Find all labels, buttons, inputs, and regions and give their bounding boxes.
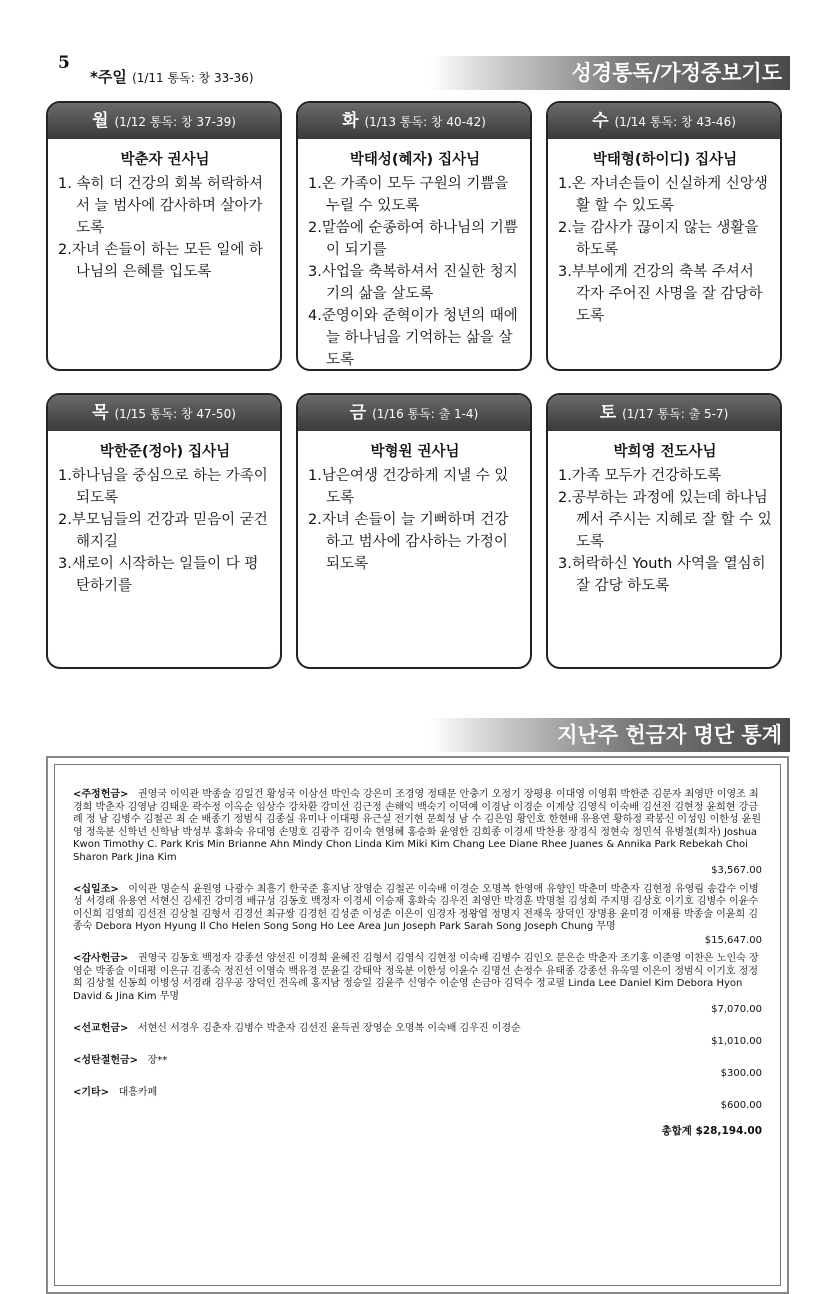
offering-category: [73, 1055, 762, 1081]
card-header: [48, 395, 280, 431]
card-person-name: 박태성(혜자) 집사님: [349, 152, 481, 168]
page-number: 5: [58, 53, 70, 73]
card-body: [548, 139, 780, 335]
offering-amount: $7,070.00: [711, 1004, 762, 1015]
card-day: 화: [342, 111, 365, 131]
card-person-name: 박형원 권사님: [370, 444, 460, 460]
prayer-item: 1. 속히 더 건강의 회복 허락하셔서 늘 범사에 감사하며 살아가도록: [58, 176, 263, 236]
prayer-item: 2.늘 감사가 끊이지 않는 생활을 하도록: [558, 220, 759, 258]
card-day: 월: [92, 111, 115, 131]
prayer-item: 4.준영이와 준혁이가 청년의 때에 늘 하나님을 기억하는 삶을 살도록: [308, 308, 518, 368]
sunday-reading-range: (1/11 통독: 창 33-36): [132, 71, 254, 85]
offering-category-label: <기타>: [73, 1086, 110, 1098]
prayer-item: 3.사업을 축복하셔서 진실한 청지기의 삶을 살도록: [308, 264, 518, 302]
card-person-name: 박한준(정아) 집사님: [99, 444, 231, 460]
prayer-item: 3.허락하신 Youth 사역을 열심히 잘 감당 하도록: [558, 556, 766, 594]
prayer-item: 1.하나님을 중심으로 하는 가족이 되도록: [58, 468, 268, 506]
prayer-item: 2.부모님들의 건강과 믿음이 굳건해지길: [58, 512, 268, 550]
card-body: [298, 431, 530, 583]
prayer-item: 2.공부하는 과정에 있는데 하나님께서 주시는 지혜로 잘 할 수 있도록: [558, 490, 772, 550]
card-person-name: 박춘자 권사님: [120, 152, 210, 168]
card-header: [298, 395, 530, 431]
card-header: [548, 103, 780, 139]
card-body: [48, 431, 280, 605]
offering-donor-names: 대흥카페: [109, 1086, 158, 1098]
offering-donor-names: 권영국 김동호 백정자 강종선 양선진 이경희 윤혜진 김형서 김영식 김현정 이숙배 김병수 김인오 문은순 박춘자 조기홍 이준영 이찬은 노인숙 장영순 박종술 이대평 이은규 김종숙 정진선 이영숙 백유경 문윤길 강태악 정욱분 이한성 이윤수 김명선 손정수 유태종 강종선 유옥열 이은이 정범식 이기호 정정희 김상철 신동희 이병성 서경래 김우공 장덕인 전옥례 홍지남 정승일 김윤주 신영수 이순영 손금아 김덕수 정교필 Linda Lee Daniel Kim Debora Hyon David & Jina Kim 무명: [73, 953, 759, 1002]
prayer-card: [46, 393, 282, 669]
offering-category-label: <선교헌금>: [73, 1022, 129, 1034]
card-body: [48, 139, 280, 291]
offering-category-label: <성탄절헌금>: [73, 1054, 139, 1066]
card-body: [548, 431, 780, 605]
prayer-card: [46, 101, 282, 371]
offering-donor-names: 서현신 서경우 김춘자 김병수 박춘자 김선진 윤득권 장영순 오명복 이숙배 김우진 이경순: [128, 1022, 521, 1034]
card-person-name: 박희영 전도사님: [613, 444, 717, 460]
offering-category: [73, 953, 762, 1017]
prayer-item: 2.말씀에 순종하여 하나님의 기쁨이 되기를: [308, 220, 518, 258]
prayer-banner: 성경통독/가정중보기도: [430, 56, 790, 90]
prayer-card: [296, 101, 532, 371]
card-person-name: 박태형(하이디) 집사님: [592, 152, 738, 168]
offering-list: [54, 764, 781, 1286]
card-reading: (1/17 통독: 출 5-7): [622, 407, 729, 421]
card-reading: (1/12 통독: 창 37-39): [114, 115, 236, 129]
offering-category-label: <감사헌금>: [73, 953, 129, 964]
prayer-item: 3.부부에게 건강의 축복 주셔서 각자 주어진 사명을 잘 감당하도록: [558, 264, 763, 324]
card-day: 목: [92, 403, 115, 423]
prayer-item: 3.새로이 시작하는 일들이 다 평탄하기를: [58, 556, 259, 594]
card-reading: (1/16 통독: 출 1-4): [372, 407, 479, 421]
offering-banner: 지난주 헌금자 명단 통계: [430, 718, 790, 752]
offering-category-label: <십일조>: [73, 883, 119, 895]
offering-category-label: <주정헌금>: [73, 789, 129, 800]
offering-category: [73, 789, 762, 878]
offering-category: [73, 1087, 762, 1113]
prayer-item: 2.자녀 손들이 늘 기뻐하며 건강하고 범사에 감사하는 가정이 되도록: [308, 512, 509, 572]
offering-category: [73, 1023, 762, 1049]
card-day: 수: [592, 111, 615, 131]
prayer-item: 1.온 가족이 모두 구원의 기쁨을 누릴 수 있도록: [308, 176, 509, 214]
offering-category: [73, 884, 762, 948]
sunday-reading: [90, 66, 254, 87]
offering-donor-names: 권영국 이익관 박종술 김일건 황성국 이삼선 박인숙 강은미 조경영 정태문 안충기 오정기 장평용 이대영 이영휘 박한준 김문자 최영만 이영조 최경희 박춘자 김영남 김태운 곽수정 이옥순 임상수 강차환 강미선 김근정 손해익 백숙기 이덕예 이경남 이경순 이계상 김영식 이숙배 김선전 김현정 윤희현 강금례 정 남 김병수 김철곤 최 순 배종기 정범식 김종실 유미나 이대평 유근실 전기현 문희성 남 수 김은임 황인호 한현배 유용연 황하정 곽봉신 이성임 이한성 윤원영 정욱분 신학년 신학남 박성부 홍화숙 유대영 손명호 김광주 김이숙 현영혜 홍승화 윤영한 김희종 이경세 박찬용 장경식 정현숙 정민석 유병철(회자) Joshua Kwon Timothy C. Park Kris Min Brianne Ahn Mindy Chon Linda Kim Miki Kim Chang Lee Diane Rhee Juanes & Annika Park Rebekah Choi Sharon Park Jina Kim: [73, 789, 762, 863]
offering-amount: $300.00: [720, 1068, 762, 1079]
card-day: 금: [349, 403, 373, 423]
prayer-card: [546, 393, 782, 669]
card-reading: (1/14 통독: 창 43-46): [614, 115, 736, 129]
prayer-card: [296, 393, 532, 669]
card-header: [548, 395, 780, 431]
offering-total: 총합계 $28,194.00: [661, 1124, 762, 1137]
card-day: 토: [599, 403, 623, 423]
prayer-card: [546, 101, 782, 371]
offering-amount: $600.00: [720, 1100, 762, 1111]
prayer-item: 1.가족 모두가 건강하도록: [558, 468, 722, 484]
card-header: [298, 103, 530, 139]
prayer-item: 1.남은여생 건강하게 지낼 수 있도록: [308, 468, 509, 506]
offering-amount: $3,567.00: [711, 865, 762, 876]
offering-box: [46, 756, 789, 1294]
card-reading: (1/13 통독: 창 40-42): [364, 115, 486, 129]
offering-amount: $1,010.00: [711, 1036, 762, 1047]
card-header: [48, 103, 280, 139]
offering-amount: $15,647.00: [704, 934, 762, 946]
card-body: [298, 139, 530, 371]
prayer-item: 1.온 자녀손들이 신실하게 신앙생활 할 수 있도록: [558, 176, 768, 214]
prayer-item: 2.자녀 손들이 하는 모든 일에 하나님의 은혜를 입도록: [58, 242, 263, 280]
sunday-label: *주일: [90, 68, 127, 86]
offering-donor-names: 장**: [138, 1054, 168, 1066]
card-reading: (1/15 통독: 창 47-50): [114, 407, 236, 421]
offering-donor-names: 이익관 명순식 윤원영 나광수 최흥기 한국준 홍지남 장영순 김철곤 이숙배 이경순 오명복 한영애 유향인 박춘미 박춘자 김현정 유영림 송갑수 이병성 서경래 유용연 서현신 김세진 강미경 배규성 김동호 백정자 이경세 이승재 홍화숙 김우진 최영만 박경훈 박명철 김성희 주지명 김상호 이기호 김병수 이윤수 이신희 김영희 김선전 김상철 김형서 김경선 최규쌍 김경헌 김성준 이성준 이은이 임경자 정왕엽 정명지 전재욱 장덕인 장명용 윤미경 이재룡 박종술 이윤희 김종숙 Debora Hyon Hyung Il Cho Helen Song Song Ho Lee Area Jun Joseph Park Sarah Song Joseph Chung 무명: [73, 883, 759, 932]
